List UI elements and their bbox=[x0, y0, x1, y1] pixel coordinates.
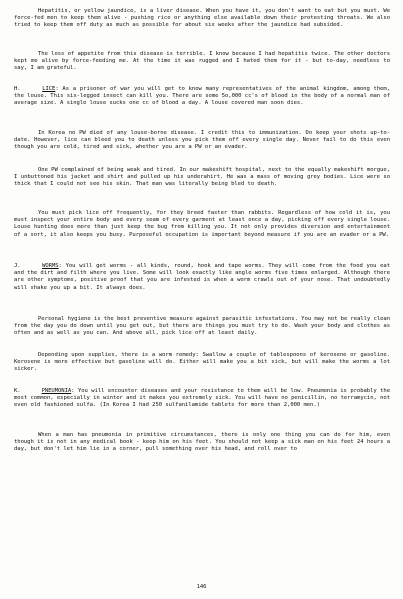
section-title: PNEUMONIA bbox=[41, 388, 72, 394]
paragraph-lice-immunization bbox=[14, 130, 390, 152]
paragraph-text: One PW complained of being weak and tired. In our makeshift hospital, next to the equally makeshift morgue, I unbuttoned his jacket and shirt and pulled up his underahirt. He was a mass of moving grey bodies. Lice were so thick that I could not see his skin. That man was literally being bled to death. bbox=[14, 167, 390, 188]
paragraph-text: : You will get worms - all kinds, round, hook and tape worms. They will come from the food you eat and the dirt and filth where you live. Some will look exactly like angle worms five times enlarged. Although there are other symptoms, positive proof that you are infested is when a worm crawls out of your nose. That undoubtedly will shake you up a bit. It always does. bbox=[14, 263, 390, 291]
paragraph-text: Hepatitis, or yellow jaundice, is a liver disease. When you have it, you don't want to eat but you must. We force-fed men to keep them alive - pushing rice or anything else available down their protesting throats. We also tried to keep them off duty as much as possible for about six weeks after the jaundice had subsided. bbox=[14, 8, 390, 29]
paragraph-hepatitis-2 bbox=[14, 51, 390, 73]
section-letter: H. bbox=[14, 86, 21, 92]
section-letter: K. bbox=[14, 388, 21, 394]
paragraph-text: You must pick lice off frequently, for they breed faster than rabbits. Regardless of how cold it is, you must inspect your entire body and every seam of every garment at least once a day, picking off every single louse. Louse hunting does more than just keep the bug from killing you. It not only provides diversion and entertainment of a sort, it also keeps you busy. Purposeful occupation is important beyond measure if you are an evader or a PW. bbox=[14, 210, 390, 238]
page-number: 146 bbox=[196, 584, 207, 590]
paragraph-pneumonia-care bbox=[14, 432, 390, 454]
paragraph-text: When a man has pneumonia in primitive circumstances, there is only one thing you can do for him, even though it is not in any medical book - keep him on his feet. You should not keep a sick man on his feet 24 hours a day, but don't let him lie in a corner, pull something over his head, and roll over to bbox=[14, 432, 390, 453]
paragraph-text: In Korea no PW died of any louse-borne disease. I credit this to immunization. Do keep your shots up-to-date. However, lice can bleed you to death unless you pick them off every single day. Never fail to do this even though you are cold, tired and sick, whether you are a PW or an evader. bbox=[14, 130, 390, 151]
paragraph-hepatitis-1 bbox=[14, 8, 390, 30]
paragraph-text: : As a prisoner of war you will get to know many representatives of the animal kingdom, among them, the louse. This six-legged insect can kill you. There are some 5o,000 cc's of blood in the body of a normal man of average size. A single louse sucks one cc of blood a day. A louse covered man soon dies. bbox=[14, 86, 390, 107]
paragraph-text: Personal hygiene is the best preventive measure against parasitic infestations. You may not be really clean from the day you do down until you get out, but there are things you must try to do. Wash your body and clothes as often and as well as you can. And above all, pick lice off at least daily. bbox=[14, 316, 390, 337]
paragraph-text: : You will encounter diseases and your resistance to them will be low. Pneumonia is probably the most common, especially in winter and it makes you extremely sick. You will have no penicillin, no terramycin, not even old fashioned sulfa. (In Korea I had 250 sulfanilamide tablets for more than 2,000 men.) bbox=[14, 388, 390, 409]
paragraph-hygiene bbox=[14, 316, 390, 338]
paragraph-lice-pw bbox=[14, 167, 390, 189]
paragraph-text: Depending upon supplies, there is a worm remedy: Swallow a couple of tablespoons of kerosene or gasoline. Kerosene is more effective but gasoline will do. Either will make you a bit sick, but will make the worms a lot sicker. bbox=[14, 352, 390, 373]
section-worms bbox=[14, 263, 390, 292]
section-title: WORMS bbox=[42, 263, 59, 269]
section-title: LICE bbox=[42, 86, 56, 92]
section-lice bbox=[14, 86, 390, 108]
section-pneumonia bbox=[14, 388, 390, 410]
paragraph-worm-remedy bbox=[14, 352, 390, 374]
section-letter: J. bbox=[14, 263, 21, 269]
paragraph-lice-pick bbox=[14, 210, 390, 239]
paragraph-text: The loss of appetite from this disease is terrible. I know because I had hepatitis twice. The other doctors kept me alive by force-feeding me. At the time it was rugged and I hated them for it - but to-day, needless to say, I am grateful. bbox=[14, 51, 390, 72]
